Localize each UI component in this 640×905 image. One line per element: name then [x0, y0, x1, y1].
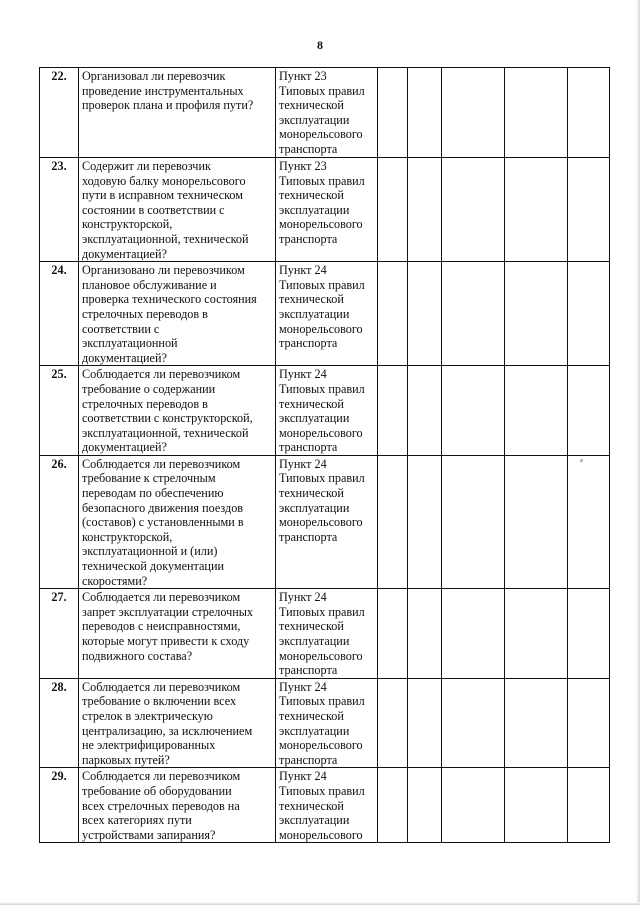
note-cell: [505, 158, 568, 262]
not-applicable-cell: [442, 68, 505, 158]
note-cell: [505, 366, 568, 456]
not-applicable-cell: [442, 262, 505, 366]
reference-cell: Пункт 24 Типовых правил технической эксплуатации монорельсового транспорта: [276, 455, 378, 588]
reference-cell: Пункт 23 Типовых правил технической эксплуатации монорельсового транспорта: [276, 158, 378, 262]
table-row: [40, 768, 610, 843]
reference-cell: Пункт 24 Типовых правил технической эксплуатации монорельсового транспорта: [276, 262, 378, 366]
not-applicable-cell: [442, 678, 505, 768]
answer-yes-cell: [378, 678, 408, 768]
answer-no-cell: [408, 366, 442, 456]
table-row: [40, 589, 610, 679]
item-number: 24.: [40, 262, 79, 366]
question-cell: Организовано ли перевозчиком плановое обслуживание и проверка технического состояния стрелочных переводов в соответствии с эксплуатационной документацией?: [79, 262, 276, 366]
extra-cell: [568, 68, 610, 158]
table-row: [40, 366, 610, 456]
answer-yes-cell: [378, 158, 408, 262]
answer-yes-cell: [378, 366, 408, 456]
note-cell: [505, 589, 568, 679]
answer-yes-cell: [378, 262, 408, 366]
answer-no-cell: [408, 589, 442, 679]
question-cell: Организовал ли перевозчик проведение инструментальных проверок плана и профиля пути?: [79, 68, 276, 158]
note-cell: [505, 768, 568, 843]
extra-cell: [568, 262, 610, 366]
note-cell: [505, 68, 568, 158]
note-cell: [505, 455, 568, 588]
reference-cell: Пункт 24 Типовых правил технической эксплуатации монорельсового транспорта: [276, 366, 378, 456]
answer-no-cell: [408, 158, 442, 262]
answer-yes-cell: [378, 455, 408, 588]
answer-no-cell: [408, 768, 442, 843]
question-cell: Соблюдается ли перевозчиком требование к стрелочным переводам по обеспечению безопасного движения поездов (составов) с установленными в конструкторской, эксплуатационной и (или) технической документации скоростями?: [79, 455, 276, 588]
reference-cell: Пункт 23 Типовых правил технической эксплуатации монорельсового транспорта: [276, 68, 378, 158]
question-cell: Соблюдается ли перевозчиком требование о включении всех стрелок в электрическую централизацию, за исключением не электрифицированных парковых путей?: [79, 678, 276, 768]
table-row: [40, 68, 610, 158]
item-number: 26.: [40, 455, 79, 588]
item-number: 25.: [40, 366, 79, 456]
note-cell: [505, 262, 568, 366]
item-number: 29.: [40, 768, 79, 843]
pen-mark: ⸗: [580, 455, 583, 465]
extra-cell: [568, 768, 610, 843]
question-cell: Соблюдается ли перевозчиком запрет эксплуатации стрелочных переводов с неисправностями, которые могут привести к сходу подвижного состава?: [79, 589, 276, 679]
reference-cell: Пункт 24 Типовых правил технической эксплуатации монорельсового транспорта: [276, 678, 378, 768]
answer-no-cell: [408, 678, 442, 768]
item-number: 22.: [40, 68, 79, 158]
question-cell: Соблюдается ли перевозчиком требование о содержании стрелочных переводов в соответствии с конструкторской, эксплуатационной, технической документацией?: [79, 366, 276, 456]
table-row: [40, 455, 610, 588]
item-number: 23.: [40, 158, 79, 262]
item-number: 27.: [40, 589, 79, 679]
checklist-table: [39, 67, 610, 843]
note-cell: [505, 678, 568, 768]
reference-cell: Пункт 24 Типовых правил технической эксплуатации монорельсового: [276, 768, 378, 843]
item-number: 28.: [40, 678, 79, 768]
answer-yes-cell: [378, 589, 408, 679]
page-number: 8: [317, 38, 323, 52]
table-row: [40, 262, 610, 366]
extra-cell: [568, 678, 610, 768]
not-applicable-cell: [442, 768, 505, 843]
scan-edge: [636, 0, 640, 905]
question-cell: Соблюдается ли перевозчиком требование об оборудовании всех стрелочных переводов на всех категориях пути устройствами запирания?: [79, 768, 276, 843]
question-cell: Содержит ли перевозчик ходовую балку монорельсового пути в исправном техническом состоянии в соответствии с конструкторской, эксплуатационной, технической документацией?: [79, 158, 276, 262]
not-applicable-cell: [442, 366, 505, 456]
reference-cell: Пункт 24 Типовых правил технической эксплуатации монорельсового транспорта: [276, 589, 378, 679]
not-applicable-cell: [442, 158, 505, 262]
answer-no-cell: [408, 455, 442, 588]
extra-cell: [568, 455, 610, 588]
extra-cell: [568, 366, 610, 456]
answer-no-cell: [408, 262, 442, 366]
extra-cell: [568, 158, 610, 262]
answer-yes-cell: [378, 68, 408, 158]
answer-no-cell: [408, 68, 442, 158]
not-applicable-cell: [442, 455, 505, 588]
table-row: [40, 158, 610, 262]
answer-yes-cell: [378, 768, 408, 843]
not-applicable-cell: [442, 589, 505, 679]
extra-cell: [568, 589, 610, 679]
table-row: [40, 678, 610, 768]
